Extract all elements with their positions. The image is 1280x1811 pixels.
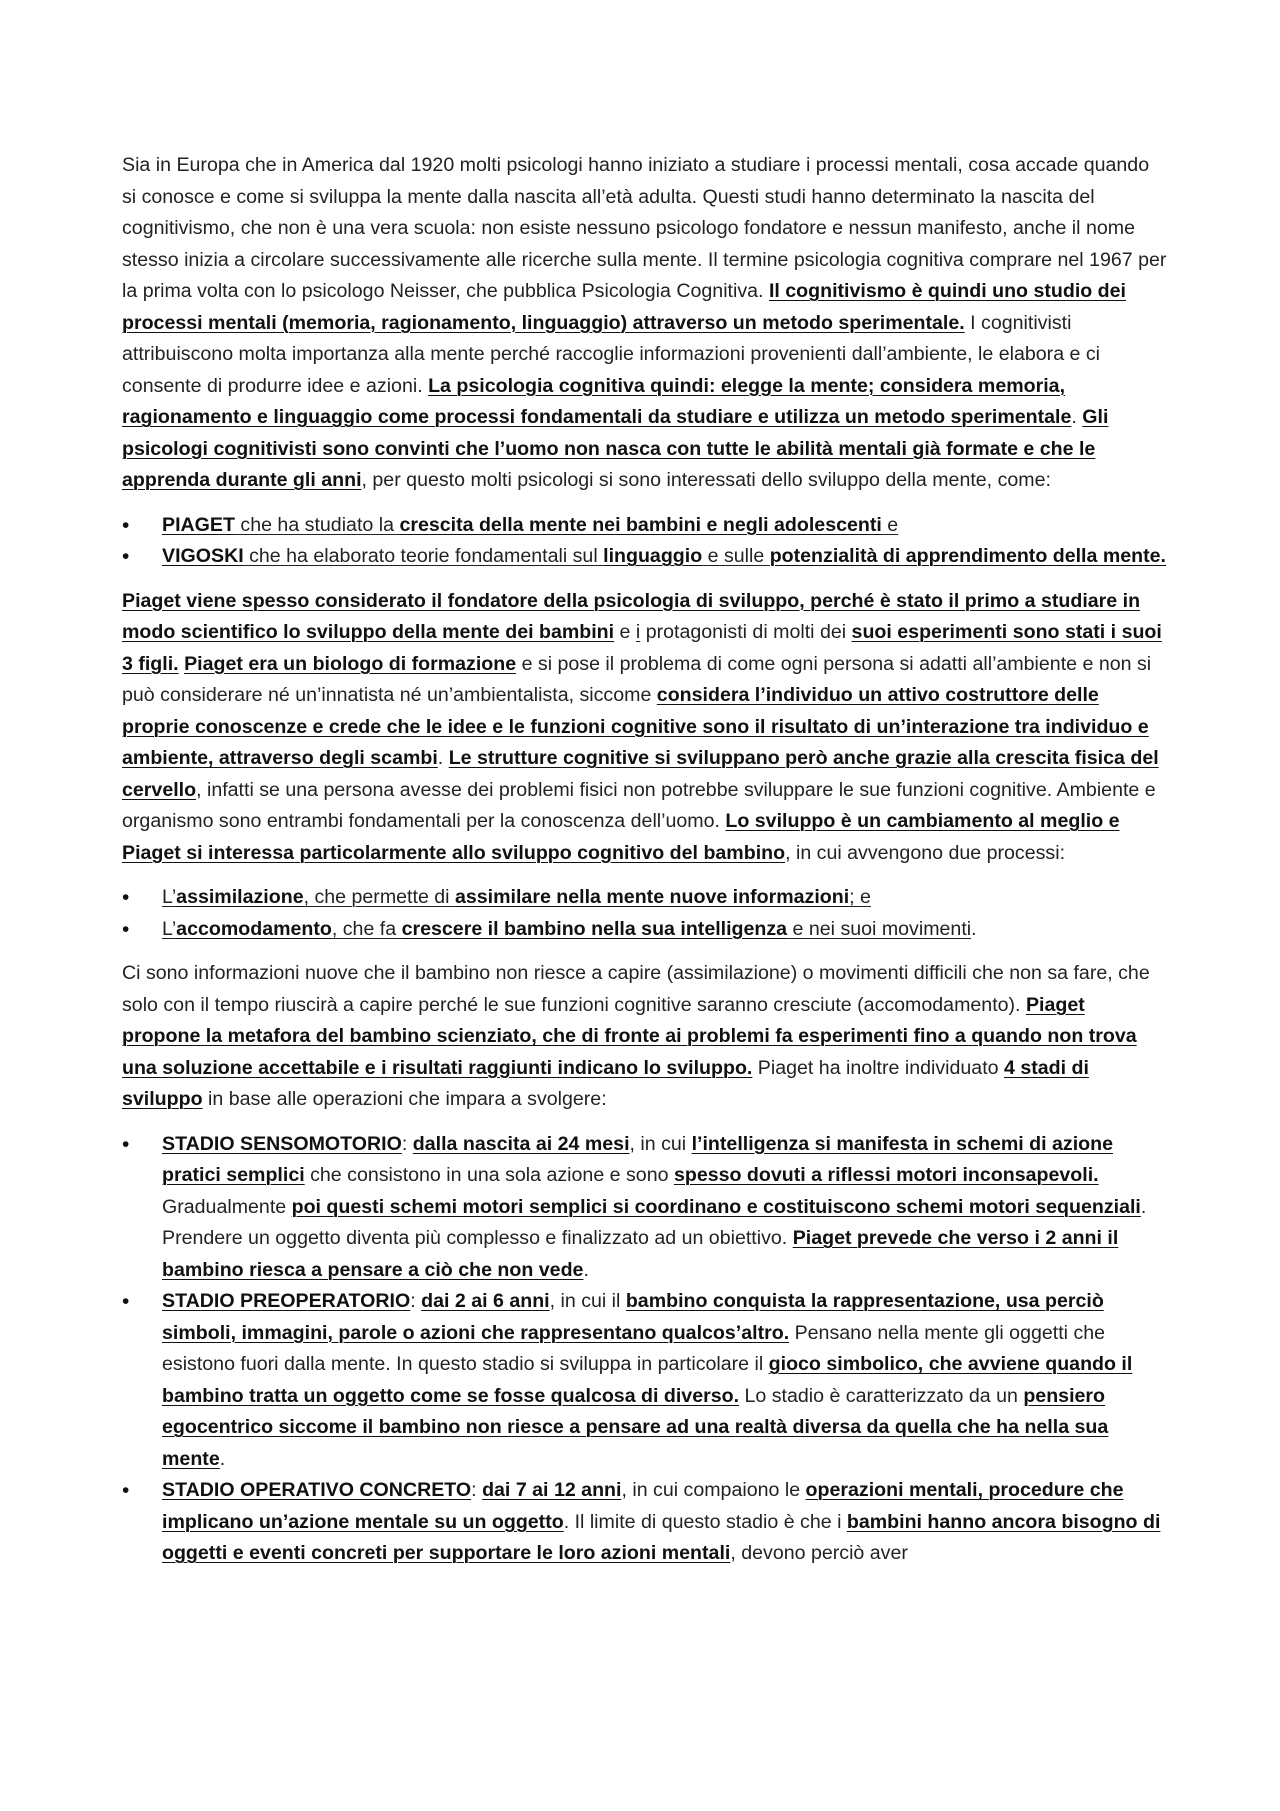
text-run: . <box>437 747 449 769</box>
text-run: , in cui avvengono due processi: <box>785 841 1066 864</box>
list-item <box>122 882 1167 914</box>
text-run: Sia in Europa che in America dal 1920 molti psicologi hanno iniziato a studiare i processi mentali, cosa accade quando si conosce e come si sviluppa la mente dalla nascita all’età adulta. Questi studi hanno determinato la nascita del cognitivismo, che non è una vera scuola: non esiste nessuno psicologo fondatore e nessun manifesto, anche il nome stesso inizia a circolare successivamente alle ricerche sulla mente. Il termine psicologia cognitiva comprare nel 1967 per la prima volta con lo psicologo Neisser, che pubblica Psicologia Cognitiva. <box>122 154 1167 302</box>
highlighted-text: assimilazione <box>176 886 304 908</box>
text-run: , in cui <box>629 1132 692 1155</box>
highlighted-text: crescita della mente nei bambini e negli adolescenti <box>399 513 882 536</box>
underlined-text: che ha elaborato teorie fondamentali sul <box>243 545 604 567</box>
highlighted-text: Lo sviluppo è un cambiamento al meglio e Piaget si interessa particolarmente allo sviluppo cognitivo del bambino <box>122 810 1120 864</box>
text-run: Ci sono informazioni nuove che il bambino non riesce a capire (assimilazione) o movimenti difficili che non sa fare, che solo con il tempo riuscirà a capire perché le sue funzioni cognitive saranno cresciute (accomodamento). <box>122 962 1150 1016</box>
text-run: Gradualmente <box>162 1195 292 1218</box>
text-run: . Il limite di questo stadio è che i <box>563 1510 847 1533</box>
text-run: . <box>583 1258 589 1281</box>
text-run: . <box>1071 406 1083 428</box>
highlighted-text: bambino conquista la rappresentazione, usa perciò simboli, immagini, parole o azioni che rappresentano qualcos’altro. <box>162 1290 1104 1344</box>
text-run: . <box>971 917 977 940</box>
highlighted-text: Piaget viene spesso considerato il fondatore della psicologia di sviluppo, perché è stato il primo a studiare in modo scientifico lo sviluppo della mente dei bambini <box>122 589 1141 643</box>
highlighted-text: poi questi schemi motori semplici si coordinano e costituiscono schemi motori sequenziali <box>291 1195 1141 1218</box>
text-run: : <box>471 1479 483 1501</box>
underlined-text: L’ <box>162 917 177 940</box>
text-run: . <box>219 1447 226 1470</box>
highlighted-text: STADIO PREOPERATORIO <box>162 1290 411 1312</box>
bullet-list <box>122 882 1167 945</box>
highlighted-text: Le strutture cognitive si sviluppano però anche grazie alla crescita fisica del cervello <box>122 747 1159 801</box>
text-run: , devono perciò aver <box>730 1542 908 1564</box>
text-run: : <box>410 1290 422 1312</box>
highlighted-text: La psicologia cognitiva quindi: elegge la mente; considera memoria, ragionamento e linguaggio come processi fondamentali da studiare e utilizza un metodo sperimentale <box>122 374 1072 428</box>
text-run: , infatti se una persona avesse dei problemi fisici non potrebbe sviluppare le sue funzioni cognitive. Ambiente e organismo sono entrambi fondamentali per la conoscenza dell’uomo. <box>122 778 1156 832</box>
list-item <box>122 914 1167 946</box>
text-run: Pensano nella mente gli oggetti che esistono fuori dalla mente. In questo stadio si sviluppa in particolare il <box>162 1321 1106 1375</box>
highlighted-text: Il cognitivismo è quindi uno studio dei processi mentali (memoria, ragionamento, linguaggio) attraverso un metodo sperimentale. <box>122 280 1126 334</box>
highlighted-text: PIAGET <box>162 513 235 536</box>
highlighted-text: dai 2 ai 6 anni <box>421 1290 550 1312</box>
bullet-list <box>122 1129 1167 1570</box>
list-item <box>122 510 1167 542</box>
text-run: , in cui il <box>549 1290 626 1312</box>
document-page <box>122 150 1167 1583</box>
highlighted-text: 4 stadi di sviluppo <box>122 1056 1089 1110</box>
highlighted-text: Piaget prevede che verso i 2 anni il bambino riesca a pensare a ciò che non vede <box>162 1227 1119 1281</box>
text-run: , per questo molti psicologi si sono interessati dello sviluppo della mente, come: <box>361 469 1051 491</box>
text-run: . Prendere un oggetto diventa più complesso e finalizzato ad un obiettivo. <box>162 1195 1147 1249</box>
highlighted-text: spesso dovuti a riflessi motori inconsapevoli. <box>673 1164 1099 1186</box>
text-run: e <box>614 621 636 643</box>
highlighted-text: STADIO SENSOMOTORIO <box>162 1132 402 1155</box>
highlighted-text: accomodamento <box>176 917 332 940</box>
highlighted-text: gioco simbolico, che avviene quando il bambino tratta un oggetto come se fosse qualcosa di diverso. <box>162 1353 1133 1407</box>
highlighted-text: pensiero egocentrico siccome il bambino non riesce a pensare ad una realtà diversa da quella che ha nella sua mente <box>162 1384 1109 1470</box>
highlighted-text: STADIO OPERATIVO CONCRETO <box>162 1479 472 1501</box>
text-run: e si pose il problema di come ogni persona si adatti all’ambiente e non si può considerare né un’innatista né un’ambientalista, siccome <box>122 652 1152 706</box>
highlighted-text: dalla nascita ai 24 mesi <box>412 1132 630 1155</box>
text-run: protagonisti di molti dei <box>640 621 852 643</box>
highlighted-text: bambini hanno ancora bisogno di oggetti e eventi concreti per supportare le loro azioni mentali <box>162 1510 1161 1564</box>
underlined-text: , che permette di <box>303 886 455 908</box>
paragraph <box>122 150 1167 497</box>
text-run: in base alle operazioni che impara a svolgere: <box>202 1088 607 1110</box>
underlined-text: , che fa <box>331 917 402 940</box>
text-run: Piaget ha inoltre individuato <box>752 1056 1004 1079</box>
highlighted-text: Piaget era un biologo di formazione <box>184 652 517 675</box>
underlined-text: i <box>635 621 641 643</box>
bullet-list <box>122 510 1167 573</box>
text-run: : <box>401 1132 413 1155</box>
text-run: I cognitivisti attribuiscono molta importanza alla mente perché raccoglie informazioni provenienti dall’ambiente, le elabora e ci consente di produrre idee e azioni. <box>122 311 1101 397</box>
highlighted-text: considera l’individuo un attivo costruttore delle proprie conoscenze e crede che le idee e le funzioni cognitive sono il risultato di un’interazione tra individuo e ambiente, attraverso degli scambi <box>122 684 1149 769</box>
highlighted-text: l’intelligenza si manifesta in schemi di azione pratici semplici <box>162 1132 1113 1186</box>
list-item <box>122 1129 1167 1287</box>
text-run: , in cui compaiono le <box>621 1479 806 1501</box>
highlighted-text: assimilare nella mente nuove informazioni <box>454 886 850 908</box>
underlined-text: L’ <box>162 886 177 908</box>
highlighted-text: crescere il bambino nella sua intelligenza <box>401 917 788 940</box>
highlighted-text: dai 7 ai 12 anni <box>482 1479 622 1501</box>
highlighted-text: linguaggio <box>603 545 703 567</box>
highlighted-text: VIGOSKI <box>162 545 244 567</box>
highlighted-text: suoi esperimenti sono stati i suoi 3 figli. <box>122 621 1162 675</box>
underlined-text: ; e <box>849 886 871 908</box>
underlined-text: e sulle <box>702 545 770 567</box>
text-run: che consistono in una sola azione e sono <box>304 1164 674 1186</box>
paragraph <box>122 586 1167 870</box>
list-item <box>122 1286 1167 1475</box>
underlined-text: che ha studiato la <box>234 513 400 536</box>
list-item <box>122 541 1167 573</box>
highlighted-text: operazioni mentali, procedure che implicano un’azione mentale su un oggetto <box>162 1479 1124 1533</box>
highlighted-text: Gli psicologi cognitivisti sono convinti che l’uomo non nasca con tutte le abilità mentali già formate e che le apprenda durante gli anni <box>122 406 1109 491</box>
list-item <box>122 1475 1167 1570</box>
underlined-text: e <box>881 513 899 536</box>
highlighted-text: potenzialità di apprendimento della mente. <box>769 545 1166 567</box>
highlighted-text: Piaget propone la metafora del bambino scienziato, che di fronte ai problemi fa esperimenti fino a quando non trova una soluzione accettabile e i risultati raggiunti indicano lo sviluppo. <box>122 993 1137 1079</box>
text-run: Lo stadio è caratterizzato da un <box>739 1384 1024 1407</box>
paragraph <box>122 958 1167 1116</box>
underlined-text: e nei suoi movimenti <box>787 917 972 940</box>
